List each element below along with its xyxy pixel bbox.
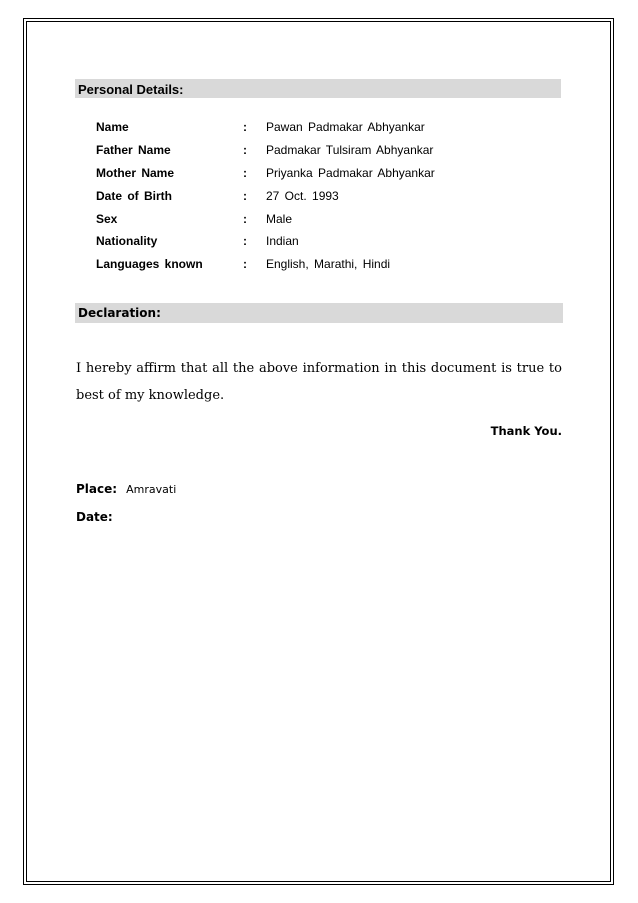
detail-label: Name: [96, 120, 129, 134]
detail-row-nationality: [96, 234, 516, 257]
detail-label: Date of Birth: [96, 188, 172, 203]
detail-value: Pawan Padmakar Abhyankar: [266, 120, 425, 134]
detail-colon: :: [243, 211, 247, 226]
detail-colon: :: [243, 165, 247, 180]
detail-value: Padmakar Tulsiram Abhyankar: [266, 142, 434, 157]
detail-value: English, Marathi, Hindi: [266, 257, 391, 272]
detail-value: Male: [266, 211, 293, 226]
detail-label: Sex: [96, 211, 118, 226]
declaration-text: I hereby affirm that all the above information in this document is true to best of my knowledge.: [76, 361, 562, 403]
detail-row-father-name: [96, 143, 516, 166]
detail-label: Nationality: [96, 234, 158, 249]
detail-value: Priyanka Padmakar Abhyankar: [266, 165, 435, 180]
date-label: Date:: [76, 510, 113, 524]
place-line: [76, 478, 176, 497]
detail-label: Father Name: [96, 142, 171, 157]
detail-colon: :: [243, 234, 247, 249]
place-value: Amravati: [126, 483, 177, 496]
detail-row-date-of-birth: [96, 189, 516, 212]
detail-label: Mother Name: [96, 165, 175, 180]
detail-row-name: [96, 120, 516, 143]
detail-row-languages: [96, 257, 516, 280]
detail-label: Languages known: [96, 257, 203, 272]
declaration-heading: Declaration:: [75, 303, 563, 323]
personal-details-table: [96, 120, 516, 280]
personal-details-heading: Personal Details:: [75, 79, 561, 98]
detail-colon: :: [243, 188, 247, 203]
detail-colon: :: [243, 120, 247, 134]
place-label: Place:: [76, 482, 118, 496]
detail-value: Indian: [266, 234, 299, 249]
detail-colon: :: [243, 257, 247, 272]
detail-colon: :: [243, 142, 247, 157]
detail-row-mother-name: [96, 166, 516, 189]
detail-value: 27 Oct. 1993: [266, 188, 339, 203]
thank-you-text: Thank You.: [490, 424, 562, 438]
detail-row-sex: [96, 212, 516, 235]
